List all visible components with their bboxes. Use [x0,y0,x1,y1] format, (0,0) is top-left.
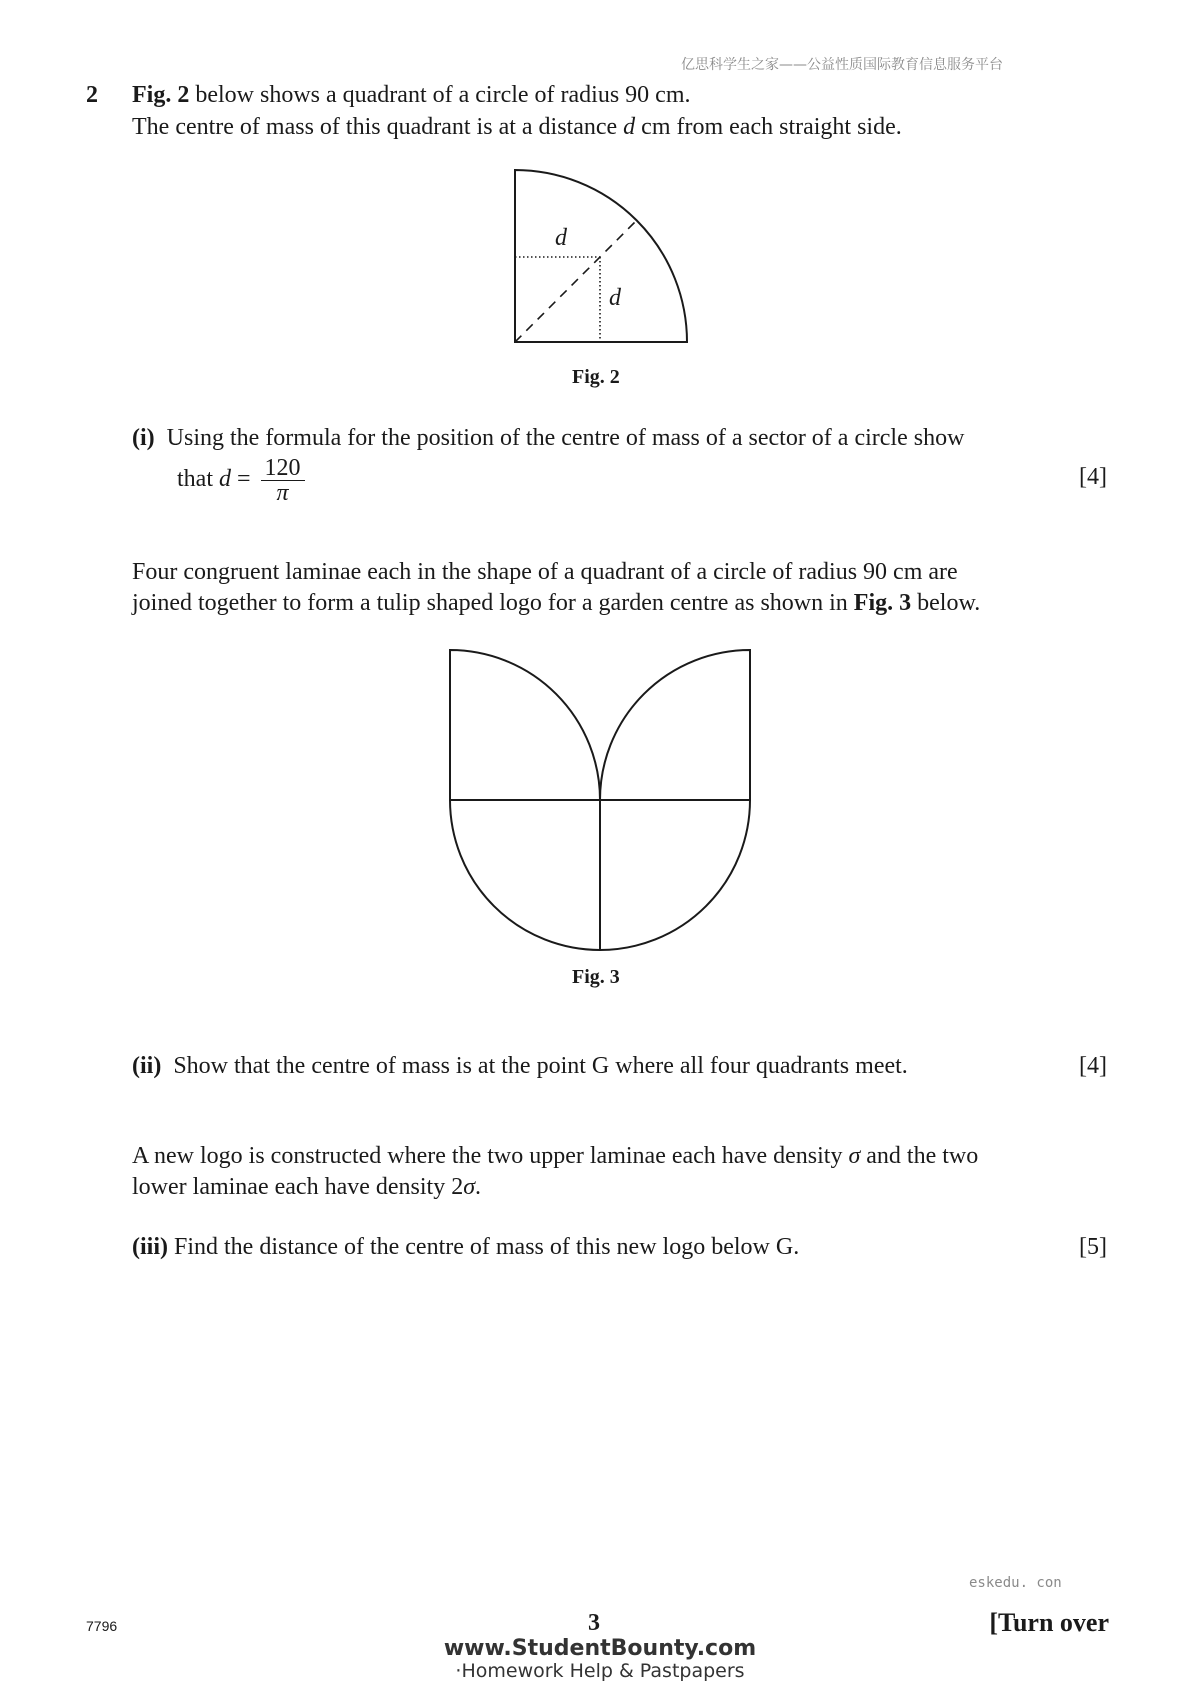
question-number: 2 [86,82,98,108]
fig2-quadrant-diagram [500,160,700,350]
part-ii-text: Show that the centre of mass is at the point G where all four quadrants meet. [173,1053,908,1079]
part-iii-label: (iii) [132,1234,168,1260]
part-i-line2 [177,456,305,505]
upper-right-quadrant [600,650,750,800]
sigma-symbol: σ [848,1143,861,1169]
part-ii-label: (ii) [132,1053,162,1079]
question-intro-line2 [132,112,902,142]
para3-line1-post: and the two [860,1143,979,1169]
part-ii-marks: [4] [1079,1053,1107,1079]
para3-line2 [132,1172,481,1202]
fig2-label-d-horizontal: d [555,225,567,251]
part-i-var-d: d [219,466,231,493]
part-i-marks: [4] [1079,464,1107,490]
para3-line1 [132,1141,978,1171]
header-watermark-text: 亿思科学生之家——公益性质国际教育信息服务平台 [681,57,1003,73]
fraction-denominator: π [276,480,289,506]
part-i-equals: = [231,466,251,493]
paper-code: 7796 [86,1618,118,1634]
part-i-that: that [177,466,219,493]
studentbounty-tagline: ·Homework Help & Pastpapers [455,1660,745,1682]
question-intro-line1 [132,80,691,110]
para2-line2-post: below. [911,590,981,616]
part-i-line1 [132,423,964,453]
fraction-120-over-pi [261,456,305,505]
part-i-text: Using the formula for the position of the centre of mass of a sector of a circle show [166,425,965,451]
page-number: 3 [588,1610,600,1636]
part-i-label: (i) [132,425,155,451]
part-iii-text: Find the distance of the centre of mass of this new logo below G. [174,1234,800,1260]
fig3-caption: Fig. 3 [572,966,620,988]
fig2-reference: Fig. 2 [132,82,190,108]
intro-line2-pre: The centre of mass of this quadrant is at a distance [132,114,624,140]
studentbounty-watermark [440,1638,760,1682]
fig2-caption: Fig. 2 [572,366,620,388]
para2-line2 [132,588,980,618]
intro-line2-post: cm from each straight side. [635,114,902,140]
para2-line2-pre: joined together to form a tulip shaped logo for a garden centre as shown in [132,590,854,616]
upper-left-quadrant [450,650,600,800]
fraction-numerator: 120 [261,456,305,481]
fig3-reference: Fig. 3 [853,590,912,616]
eskedu-watermark: eskedu. con [969,1575,1062,1591]
fig2-label-d-vertical: d [609,285,621,311]
para3-line1-pre: A new logo is constructed where the two upper laminae each have density [132,1143,849,1169]
intro-line1-text: below shows a quadrant of a circle of radius 90 cm. [189,82,691,108]
turn-over-note: [Turn over [989,1608,1109,1637]
part-iii-marks: [5] [1079,1234,1107,1260]
para3-line2-pre: lower laminae each have density 2 [132,1174,464,1200]
bisector-dashed-line [515,221,636,342]
lower-right-quadrant [600,800,750,950]
part-iii-line [132,1232,799,1262]
intro-line2-var: d [623,114,636,140]
para3-line2-post: . [475,1174,482,1200]
lower-left-quadrant [450,800,600,950]
fig3-tulip-logo-diagram [440,640,760,960]
studentbounty-url: www.StudentBounty.com [443,1636,757,1661]
para2-line1: Four congruent laminae each in the shape of a quadrant of a circle of radius 90 cm are [132,559,958,585]
part-ii-line [132,1051,908,1081]
sigma-symbol-2: σ [463,1174,476,1200]
